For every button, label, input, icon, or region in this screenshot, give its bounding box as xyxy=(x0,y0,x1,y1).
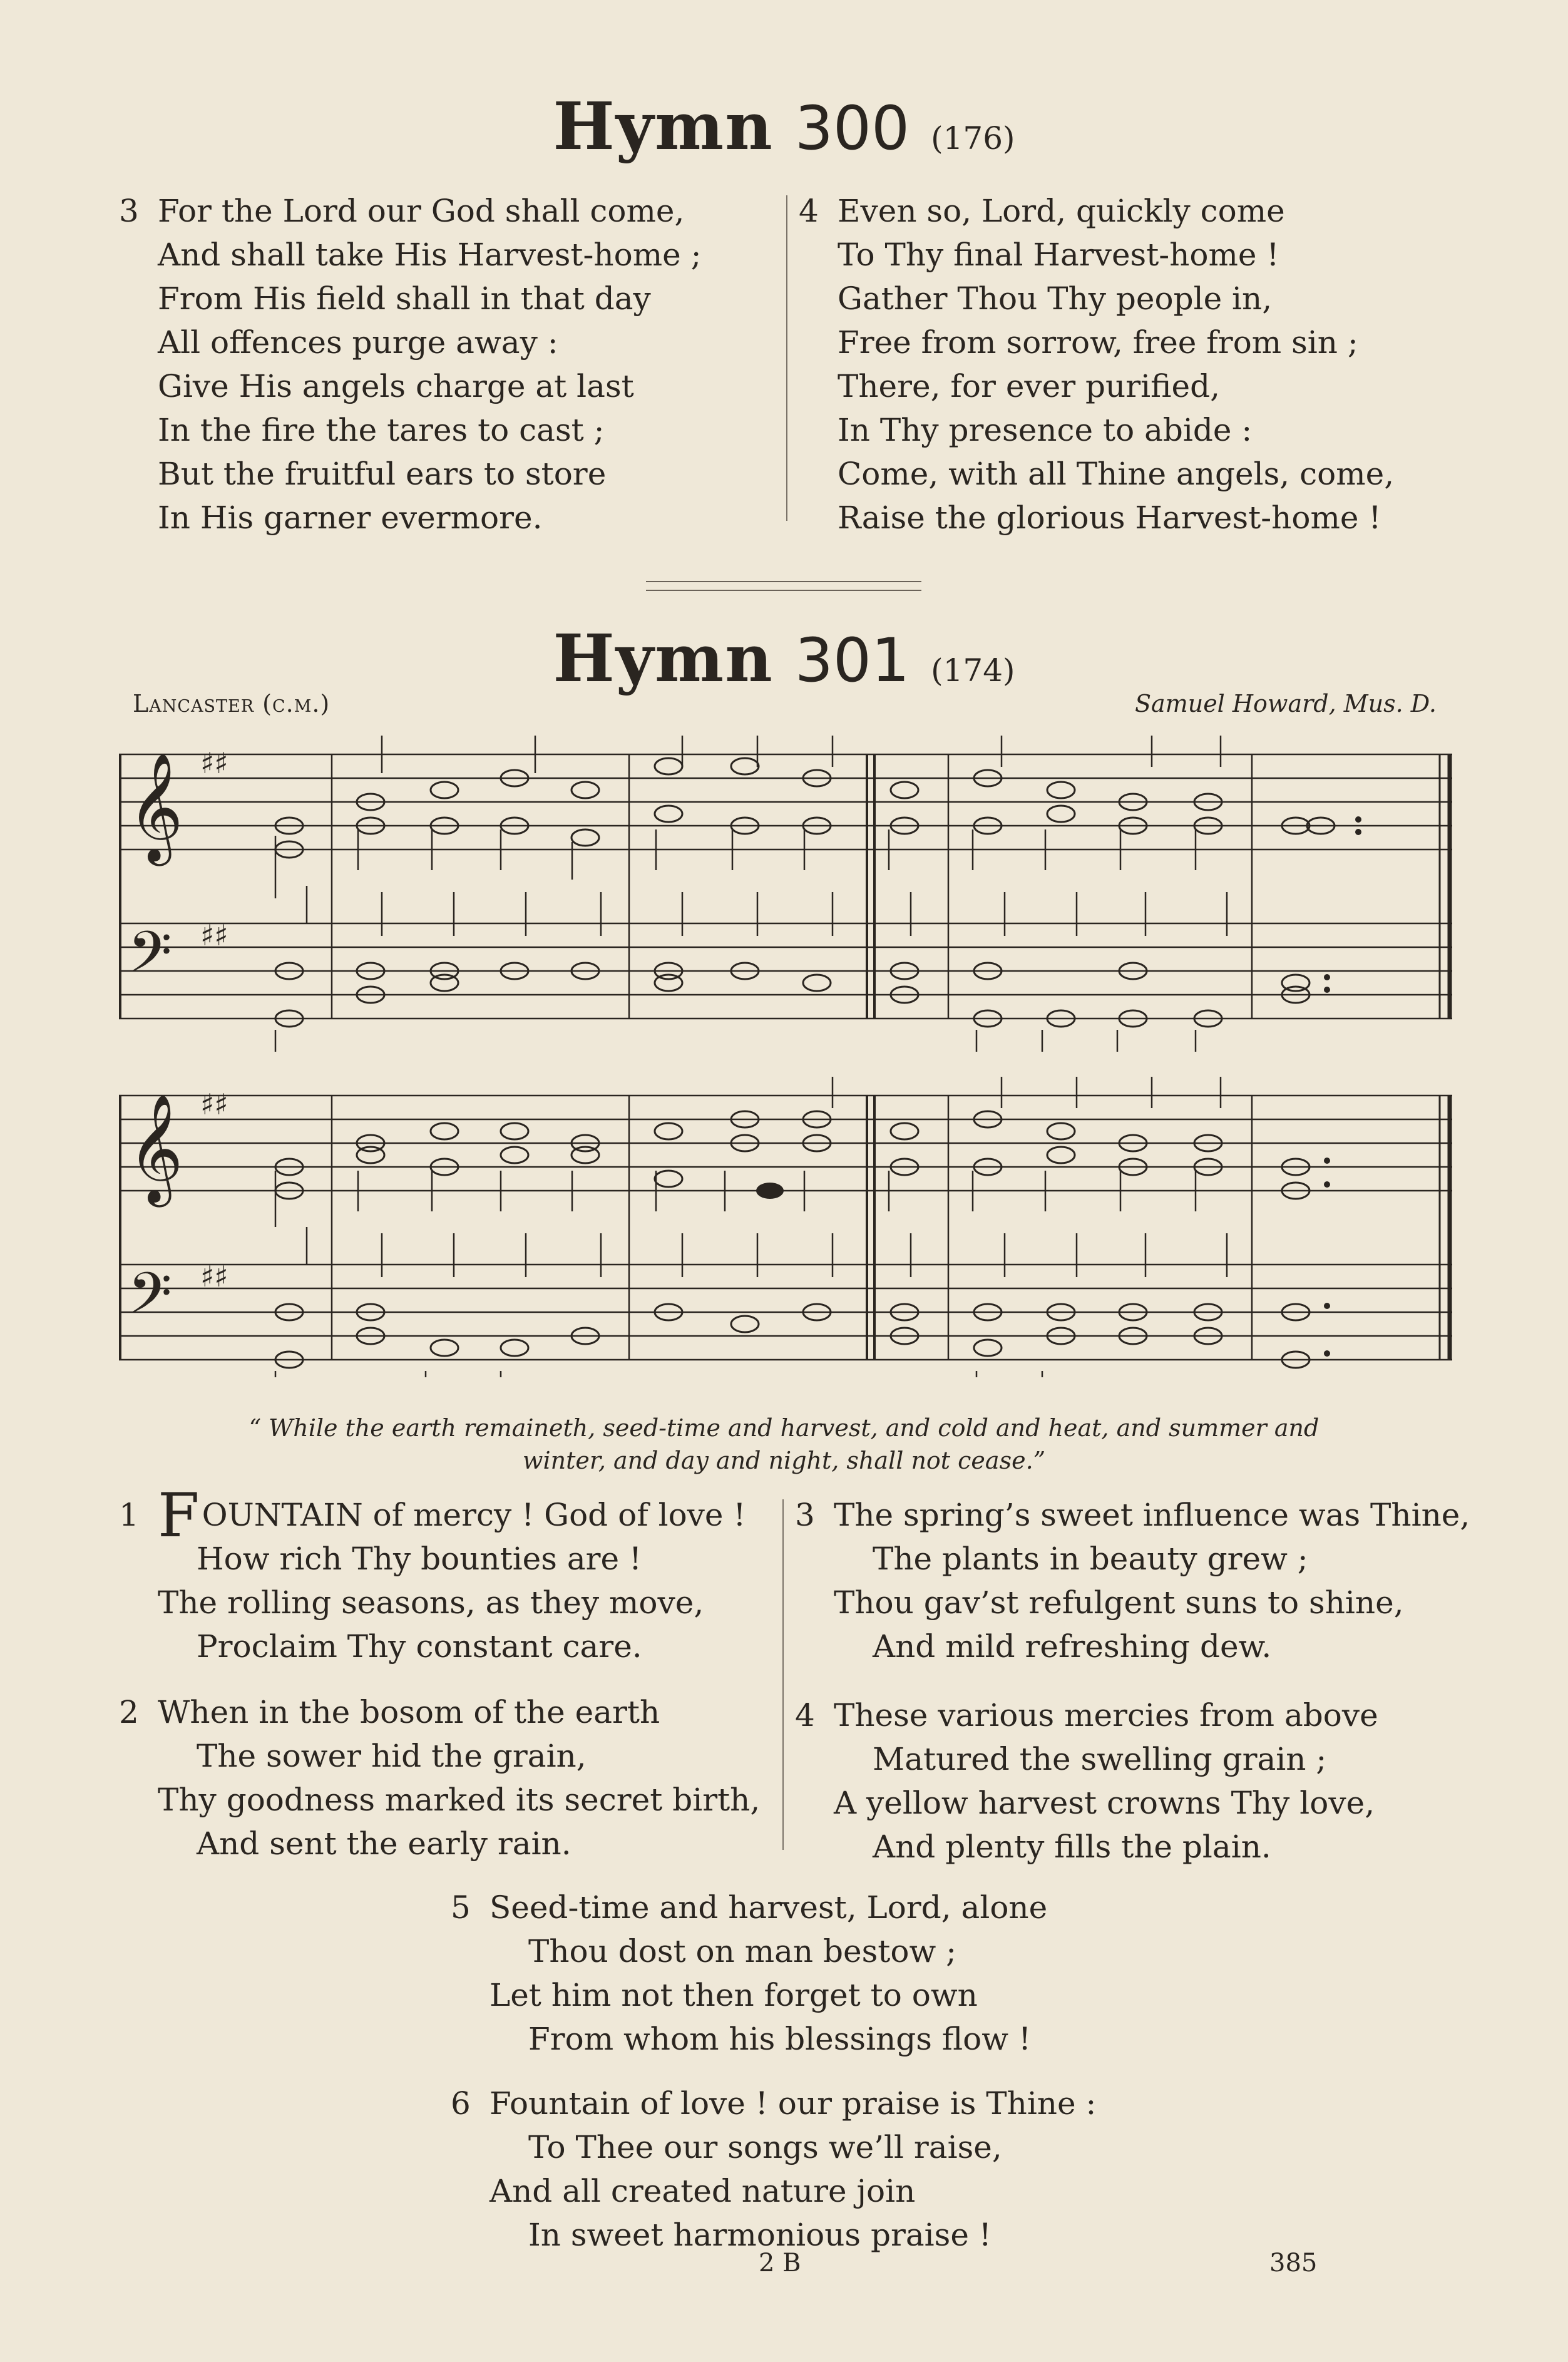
composer: Samuel Howard, Mus. D. xyxy=(1135,690,1437,717)
hymn-301-verse-1 xyxy=(119,1481,746,1668)
svg-text:𝄞: 𝄞 xyxy=(128,1094,183,1203)
verse-number: 3 xyxy=(119,193,139,229)
verse-line: To Thy final Harvest-home ! xyxy=(838,237,1279,273)
verse-line: Free from sorrow, free from sin ; xyxy=(838,324,1358,361)
hymn-301-title xyxy=(0,620,1568,697)
verse-line: A yellow harvest crowns Thy love, xyxy=(834,1785,1375,1821)
svg-text:♯♯: ♯♯ xyxy=(200,1087,228,1121)
first-line-rest: OUNTAIN of mercy ! God of love ! xyxy=(202,1497,746,1533)
verse-line: Fountain of love ! our praise is Thine : xyxy=(489,2085,1097,2122)
section-divider-top xyxy=(646,581,921,582)
verse-line-first xyxy=(158,1481,746,1551)
column-rule xyxy=(786,195,787,521)
verse-number: 6 xyxy=(451,2085,471,2122)
verse-line: When in the bosom of the earth xyxy=(158,1694,660,1730)
hymn-300-number: 300 xyxy=(794,93,910,163)
verse-line: The plants in beauty grew ; xyxy=(873,1541,1308,1577)
verse-line: Let him not then forget to own xyxy=(489,1977,978,2013)
hymn-300-verse-4 xyxy=(799,189,1395,540)
svg-text:𝄞: 𝄞 xyxy=(128,752,183,861)
hymn-301-verse-4 xyxy=(795,1693,1378,1869)
verse-line: Matured the swelling grain ; xyxy=(873,1741,1327,1777)
verse-line: Come, with all Thine angels, come, xyxy=(838,456,1395,492)
tune-name: Lancaster (c.m.) xyxy=(133,690,331,717)
verse-line: Even so, Lord, quickly come xyxy=(838,193,1285,229)
verse-line: There, for ever purified, xyxy=(838,368,1220,404)
verse-line: Seed-time and harvest, Lord, alone xyxy=(489,1889,1048,1926)
page-number: 385 xyxy=(1269,2249,1318,2277)
verse-line: Gather Thou Thy people in, xyxy=(838,280,1273,317)
epigraph xyxy=(0,1412,1568,1477)
verse-line: In Thy presence to abide : xyxy=(838,412,1253,448)
verse-number: 3 xyxy=(795,1497,815,1533)
verse-line: From His field shall in that day xyxy=(158,280,651,317)
hymn-301-verse-6 xyxy=(451,2082,1097,2257)
svg-text:𝄢: 𝄢 xyxy=(128,1260,172,1340)
svg-text:♯♯: ♯♯ xyxy=(200,746,228,780)
verse-line: These various mercies from above xyxy=(834,1697,1378,1733)
verse-line: And all created nature join xyxy=(489,2173,916,2209)
verse-line: The sower hid the grain, xyxy=(197,1738,587,1774)
verse-line: Thou dost on man bestow ; xyxy=(528,1933,957,1969)
hymn-301-word: Hymn xyxy=(553,620,774,697)
verse-line: But the fruitful ears to store xyxy=(158,456,607,492)
verse-line: And sent the early rain. xyxy=(197,1825,571,1862)
verse-number: 4 xyxy=(795,1697,815,1733)
column-rule xyxy=(782,1499,784,1850)
verse-line: In sweet harmonious praise ! xyxy=(528,2217,992,2253)
verse-line: Proclaim Thy constant care. xyxy=(197,1628,642,1665)
verse-line: Give His angels charge at last xyxy=(158,368,634,404)
hymn-301-verse-2 xyxy=(119,1690,761,1866)
verse-line: In the fire the tares to cast ; xyxy=(158,412,605,448)
verse-line: Thou gav’st refulgent suns to shine, xyxy=(834,1584,1404,1621)
verse-line: The rolling seasons, as they move, xyxy=(158,1584,704,1621)
verse-line: To Thee our songs we’ll raise, xyxy=(528,2129,1002,2165)
verse-number: 2 xyxy=(119,1694,139,1730)
verse-number: 5 xyxy=(451,1889,471,1926)
epigraph-line: winter, and day and night, shall not cease.” xyxy=(522,1447,1046,1474)
svg-text:♯♯: ♯♯ xyxy=(200,1260,228,1293)
section-divider-bottom xyxy=(646,590,921,591)
verse-line: All offences purge away : xyxy=(158,324,558,361)
verse-line: And shall take His Harvest-home ; xyxy=(158,237,702,273)
svg-text:♯♯: ♯♯ xyxy=(200,918,228,952)
hymn-301-verse-3 xyxy=(795,1493,1470,1668)
verse-line: How rich Thy bounties are ! xyxy=(197,1541,642,1577)
epigraph-line: “ While the earth remaineth, seed-time and harvest, and cold and heat, and summer and xyxy=(249,1414,1319,1442)
verse-line: In His garner evermore. xyxy=(158,500,543,536)
hymn-301-number: 301 xyxy=(794,625,910,696)
verse-line: And mild refreshing dew. xyxy=(873,1628,1272,1665)
verse-number: 1 xyxy=(119,1497,139,1533)
hymn-301-alt-number: (174) xyxy=(931,652,1015,689)
hymn-300-title xyxy=(0,88,1568,165)
hymn-300-alt-number: (176) xyxy=(931,120,1015,157)
verse-line: From whom his blessings flow ! xyxy=(528,2021,1032,2057)
hymn-300-verse-3 xyxy=(119,189,702,540)
verse-line: Raise the glorious Harvest-home ! xyxy=(838,500,1381,536)
verse-line: Thy goodness marked its secret birth, xyxy=(158,1782,761,1818)
verse-number: 4 xyxy=(799,193,819,229)
drop-cap: F xyxy=(158,1481,200,1551)
music-system-2 xyxy=(119,1077,1458,1377)
verse-line: The spring’s sweet influence was Thine, xyxy=(834,1497,1470,1533)
verse-line: And plenty fills the plain. xyxy=(873,1829,1271,1865)
hymn-301-verse-5 xyxy=(451,1886,1048,2061)
signature-mark: 2 B xyxy=(759,2249,801,2277)
verse-line: For the Lord our God shall come, xyxy=(158,193,685,229)
hymn-300-word: Hymn xyxy=(553,88,774,165)
music-system-1 xyxy=(119,736,1458,1055)
svg-text:𝄢: 𝄢 xyxy=(128,919,172,999)
